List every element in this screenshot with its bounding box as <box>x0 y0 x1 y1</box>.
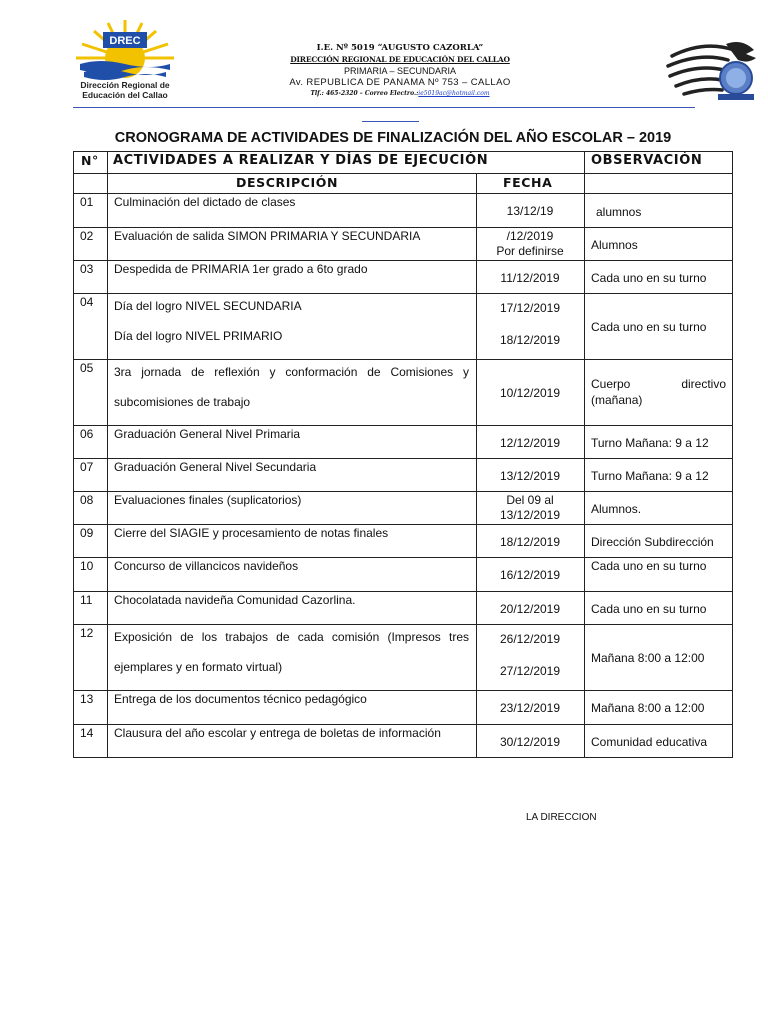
activities-table <box>73 151 733 756</box>
school-address: Av. REPUBLICA DE PANAMA Nº 753 – CALLAO <box>289 77 511 88</box>
activity-date: 12/12/2019 <box>499 436 561 450</box>
logo-caption-2: Educación del Callao <box>82 90 168 100</box>
row-number: 09 <box>80 526 94 540</box>
activity-description: Evaluaciones finales (suplicatorios) <box>114 493 302 507</box>
activity-description: Graduación General Nivel Primaria <box>114 427 301 441</box>
school-name: I.E. Nº 5019 “AUGUSTO CAZORLA” <box>316 43 484 53</box>
activity-observation: (mañana) <box>591 393 643 407</box>
row-number: 10 <box>80 559 94 573</box>
activity-description: Despedida de PRIMARIA 1er grado a 6to grado <box>114 262 368 276</box>
row-rule <box>73 757 733 758</box>
activity-description: Clausura del año escolar y entrega de boletas de información <box>114 726 441 740</box>
row-number: 14 <box>80 726 94 740</box>
activity-description: Chocolatada navideña Comunidad Cazorlina. <box>114 593 356 607</box>
contact-line <box>230 90 570 97</box>
activity-date: 27/12/2019 <box>499 664 561 678</box>
row-number: 06 <box>80 427 94 441</box>
activity-observation: Cada uno en su turno <box>591 602 707 616</box>
header-rule <box>73 173 107 174</box>
table-border-left <box>73 151 74 758</box>
row-number: 02 <box>80 229 94 243</box>
header-number: N° <box>81 153 99 168</box>
activity-date: 18/12/2019 <box>499 333 561 347</box>
header-divider <box>73 107 695 108</box>
row-rule <box>73 557 733 558</box>
row-rule <box>73 491 733 492</box>
row-number: 13 <box>80 692 94 706</box>
activity-description: Evaluación de salida SIMON PRIMARIA Y SECUNDARIA <box>114 229 421 243</box>
activity-date: 16/12/2019 <box>499 568 561 582</box>
row-rule <box>73 690 733 691</box>
drec-logo <box>70 18 180 110</box>
activity-date: 10/12/2019 <box>499 386 561 400</box>
activity-observation: alumnos <box>596 205 642 219</box>
activity-date: 18/12/2019 <box>499 535 561 549</box>
row-number: 07 <box>80 460 94 474</box>
row-rule <box>73 724 733 725</box>
activity-observation: Cada uno en su turno <box>591 271 707 285</box>
row-number: 01 <box>80 195 94 209</box>
activity-observation: Dirección Subdirección <box>591 535 714 549</box>
activity-description: Cierre del SIAGIE y procesamiento de notas finales <box>114 526 389 540</box>
row-rule <box>73 624 733 625</box>
activity-date: 30/12/2019 <box>499 735 561 749</box>
activity-date: /12/2019 <box>506 229 554 243</box>
row-rule <box>73 193 733 194</box>
activity-date: 20/12/2019 <box>499 602 561 616</box>
row-number: 08 <box>80 493 94 507</box>
row-rule <box>73 260 733 261</box>
activity-observation: Alumnos. <box>591 502 642 516</box>
logo-caption-1: Dirección Regional de <box>80 80 170 90</box>
row-number: 04 <box>80 295 94 309</box>
activity-description: 3ra jornada de reflexión y conformación de Comisiones y <box>114 365 469 379</box>
row-number: 05 <box>80 361 94 375</box>
activity-description: subcomisiones de trabajo <box>114 395 251 409</box>
table-border-right <box>732 151 733 758</box>
school-levels: PRIMARIA – SECUNDARIA <box>343 66 457 76</box>
signature-direction: LA DIRECCION <box>526 812 597 823</box>
sun-logo-icon <box>70 18 180 80</box>
row-rule <box>73 227 733 228</box>
row-number: 12 <box>80 626 94 640</box>
activity-date: 13/12/2019 <box>499 508 561 522</box>
activity-description: Concurso de villancicos navideños <box>114 559 299 573</box>
row-rule <box>73 425 733 426</box>
row-number: 11 <box>80 593 93 607</box>
row-rule <box>73 591 733 592</box>
header-observation: OBSERVACIÓN <box>591 153 703 168</box>
column-rule <box>107 151 108 758</box>
header-rule <box>476 173 584 174</box>
activity-date: 17/12/2019 <box>499 301 561 315</box>
header-activities: ACTIVIDADES A REALIZAR Y DÍAS DE EJECUCIÓN <box>113 153 489 168</box>
activity-description: Exposición de los trabajos de cada comisión (Impresos tres <box>114 630 469 644</box>
row-rule <box>73 359 733 360</box>
activity-date: 11/12/2019 <box>500 271 560 285</box>
activity-description: Día del logro NIVEL PRIMARIO <box>114 329 283 343</box>
header-rule <box>107 173 476 174</box>
activity-date: Del 09 al <box>506 493 554 507</box>
header-rule <box>584 173 733 174</box>
document-title: CRONOGRAMA DE ACTIVIDADES DE FINALIZACIÓN DEL AÑO ESCOLAR – 2019 <box>114 130 672 146</box>
activity-description: ejemplares y en formato virtual) <box>114 660 283 674</box>
email-link[interactable]: ie5019ac@hotmail.com <box>418 90 490 97</box>
activity-observation: Alumnos <box>591 238 638 252</box>
regional-direction: DIRECCIÓN REGIONAL DE EDUCACIÓN DEL CALLAO <box>290 55 510 64</box>
header-short-divider <box>362 121 419 122</box>
activity-date: 13/12/2019 <box>499 469 561 483</box>
header-date: FECHA <box>503 175 553 190</box>
activity-observation: Cada uno en su turno <box>591 320 707 334</box>
header-description: DESCRIPCIÓN <box>236 175 339 190</box>
table-border-top <box>73 151 733 152</box>
eagle-crest-logo <box>664 34 758 104</box>
activity-description: Graduación General Nivel Secundaria <box>114 460 317 474</box>
activity-observation: Comunidad educativa <box>591 735 708 749</box>
eagle-icon <box>664 34 758 104</box>
column-rule <box>584 151 585 758</box>
activity-observation: Turno Mañana: 9 a 12 <box>591 469 709 483</box>
activity-date: 26/12/2019 <box>499 632 561 646</box>
activity-observation: Cada uno en su turno <box>591 559 707 573</box>
activity-date: 23/12/2019 <box>499 701 561 715</box>
phone-text: Tlf.: 465-2320 – Correo Electro.: <box>310 90 419 97</box>
activity-observation: Turno Mañana: 9 a 12 <box>591 436 709 450</box>
activity-date: Por definirse <box>496 244 564 258</box>
logo-text: DREC <box>109 35 141 47</box>
activity-description: Día del logro NIVEL SECUNDARIA <box>114 299 302 313</box>
row-rule <box>73 524 733 525</box>
activity-description: Entrega de los documentos técnico pedagógico <box>114 692 367 706</box>
activity-date: 13/12/19 <box>506 204 554 218</box>
row-number: 03 <box>80 262 94 276</box>
activity-observation: Mañana 8:00 a 12:00 <box>591 701 705 715</box>
row-rule <box>73 293 733 294</box>
activity-observation: Mañana 8:00 a 12:00 <box>591 651 705 665</box>
row-rule <box>73 458 733 459</box>
activity-observation: Cuerpo directivo <box>591 377 726 391</box>
activity-description: Culminación del dictado de clases <box>114 195 296 209</box>
